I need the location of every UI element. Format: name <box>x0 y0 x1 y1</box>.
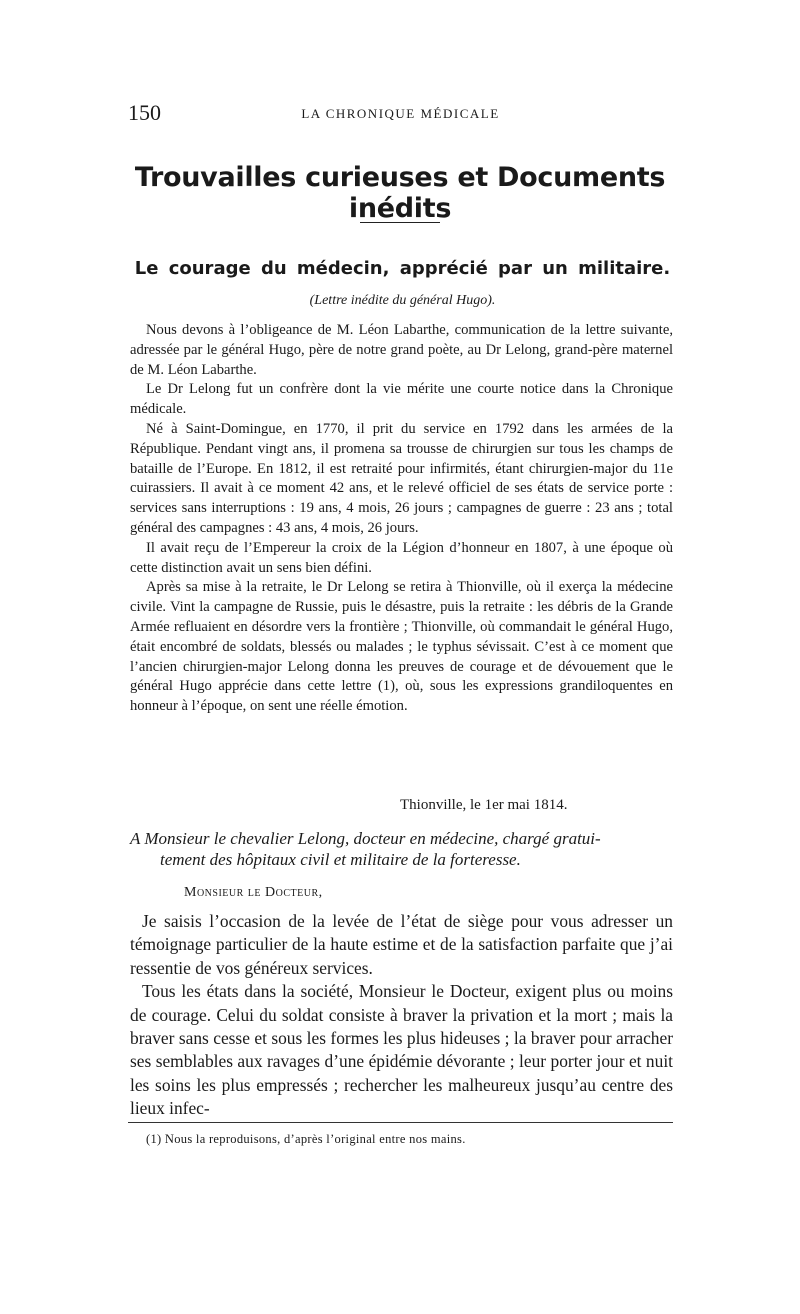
page-number: 150 <box>128 100 161 125</box>
paragraph: Tous les états dans la société, Monsieur le Docteur, exigent plus ou moins de courage. Celui du soldat consiste à braver la privation et la mort ; mais la braver sans cesse et sous les formes les plus hideuses ; la braver pour arracher ses semblables aux ravages d’une épidémie dévorante ; leur porter jour et nuit les soins les plus empressés ; rechercher les malheureux jusqu’au centre des lieux infec- <box>130 981 673 1119</box>
section-title: Trouvailles curieuses et Documents inédits <box>134 162 666 224</box>
letter-place-date: Thionville, le 1er mai 1814. <box>400 797 568 813</box>
article-subtitle: (Lettre inédite du général Hugo). <box>309 293 496 308</box>
running-head: LA CHRONIQUE MÉDICALE <box>301 106 500 121</box>
paragraph: Nous devons à l’obligeance de M. Léon Labarthe, communication de la lettre suivante, adressée par le général Hugo, père de notre grand poète, au Dr Lelong, grand-père maternel de M. Léon Labarthe. <box>130 322 673 378</box>
footnote-rule <box>128 1122 673 1123</box>
title-rule <box>360 222 440 223</box>
article-title: Le courage du médecin, apprécié par un militaire. <box>134 258 671 279</box>
paragraph: Le Dr Lelong fut un confrère dont la vie mérite une courte notice dans la Chronique médicale. <box>130 381 673 418</box>
paragraph: Il avait reçu de l’Empereur la croix de la Légion d’honneur en 1807, à une époque où cette distinction avait un sens bien défini. <box>130 539 673 576</box>
page-header <box>128 100 673 130</box>
letter-body <box>130 910 673 1121</box>
paragraph: Né à Saint-Domingue, en 1770, il prit du service en 1792 dans les armées de la République. Pendant vingt ans, il promena sa trousse de chirurgien sur tous les champs de bataille de l’Europe. En 1812, il est retraité pour infirmités, étant chirurgien-major du 11e cuirassiers. Il avait à ce moment 42 ans, et le relevé officiel de ses états de service porte : services sans interruptions : 19 ans, 4 mois, 26 jours ; campagnes de guerre : 23 ans ; total général des campagnes : 43 ans, 4 mois, 26 jours. <box>130 420 673 536</box>
letter-salutation: Monsieur le Docteur, <box>184 885 323 900</box>
addressee-line: tement des hôpitaux civil et militaire de la forteresse. <box>160 850 521 869</box>
paragraph: Après sa mise à la retraite, le Dr Lelong se retira à Thionville, où il exerça la médecine civile. Vint la campagne de Russie, puis le désastre, puis la retraite : les débris de la Grande Armée refluaient en désordre vers la frontière ; Thionville, où commandait le général Hugo, était encombré de soldats, blessés ou malades ; le typhus sévissait. C’est à ce moment que l’ancien chirurgien-major Lelong donna les preuves de courage et de dévouement que le général Hugo apprécie dans cette lettre (1), où, sous les expressions grandiloquentes en honneur à l’époque, on sent une réelle émotion. <box>130 579 673 715</box>
paragraph: Je saisis l’occasion de la levée de l’état de siège pour vous adresser un témoignage particulier de la haute estime et de la satisfaction parfaite que j’ai ressentie de vos généreux services. <box>130 911 673 978</box>
letter-addressee <box>130 828 673 870</box>
addressee-line: A Monsieur le chevalier Lelong, docteur en médecine, chargé gratui- <box>130 829 601 848</box>
footnote: (1) Nous la reproduisons, d’après l’original entre nos mains. <box>146 1132 466 1146</box>
article-body <box>130 321 673 717</box>
